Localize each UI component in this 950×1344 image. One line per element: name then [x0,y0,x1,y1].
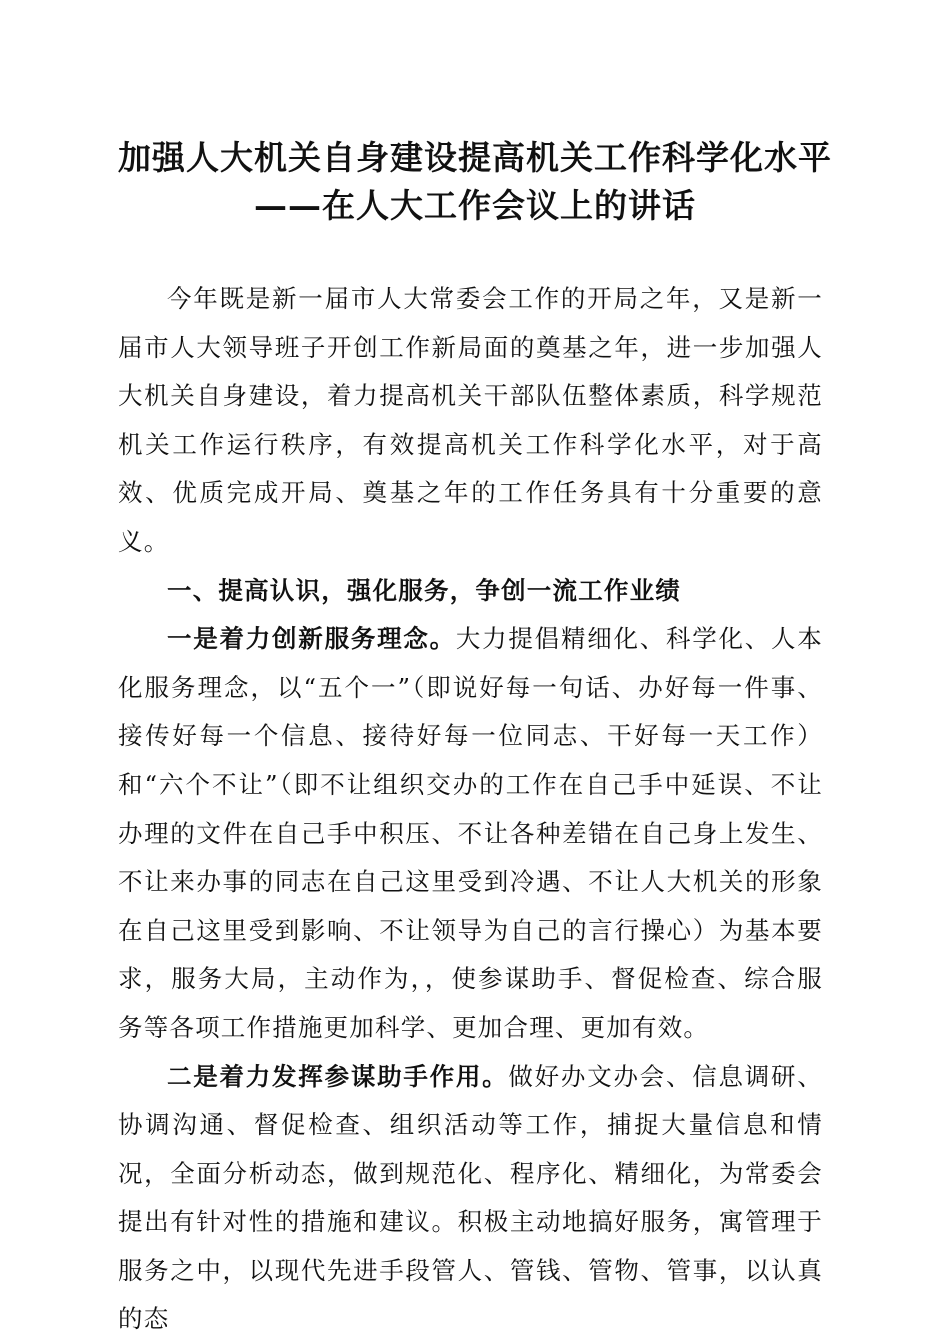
point-two-lead: 二是着力发挥参谋助手作用。 [167,1061,509,1091]
document-body [118,275,823,1344]
point-one-lead: 一是着力创新服务理念。 [167,624,456,654]
point-one-paragraph [118,615,823,1052]
point-two-paragraph [118,1053,823,1344]
intro-paragraph: 今年既是新一届市人大常委会工作的开局之年，又是新一届市人大领导班子开创工作新局面的奠基之年，进一步加强人大机关自身建设，着力提高机关干部队伍整体素质，科学规范机关工作运行秩序，有效提高机关工作科学化水平，对于高效、优质完成开局、奠基之年的工作任务具有十分重要的意义。 [118,284,823,556]
point-two-body: 做好办文办会、信息调研、协调沟通、督促检查、组织活动等工作，捕捉大量信息和情况，全面分析动态，做到规范化、程序化、精细化，为常委会提出有针对性的措施和建议。积极主动地搞好服务，寓管理于服务之中，以现代先进手段管人、管钱、管物、管事，以认真的态 [118,1061,823,1334]
document-title: 加强人大机关自身建设提高机关工作科学化水平——在人大工作会议上的讲话 [118,138,832,225]
section-heading: 一、提高认识，强化服务，争创一流工作业绩 [167,575,681,605]
point-one-body: 大力提倡精细化、科学化、人本化服务理念，以“五个一”（即说好每一句话、办好每一件事、接传好每一个信息、接待好每一位同志、干好每一天工作）和“六个不让”（即不让组织交办的工作在自己手中延误、不让办理的文件在自己手中积压、不让各种差错在自己身上发生、不让来办事的同志在自己这里受到冷遇、不让人大机关的形象在自己这里受到影响、不让领导为自己的言行操心）为基本要求，服务大局，主动作为，，使参谋助手、督促检查、综合服务等各项工作措施更加科学、更加合理、更加有效。 [118,624,823,1042]
